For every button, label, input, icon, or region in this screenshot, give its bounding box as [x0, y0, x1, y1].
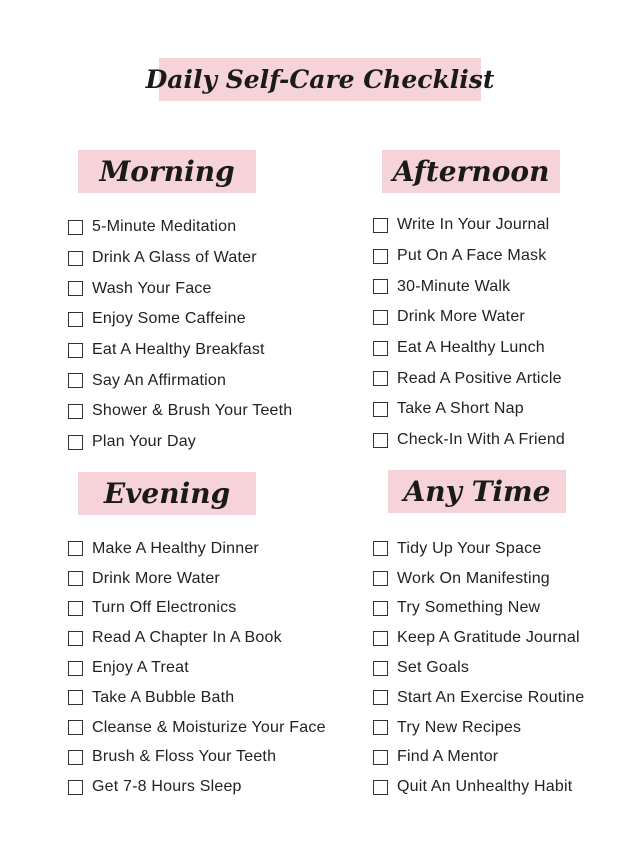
anytime-checklist-item[interactable] [373, 713, 584, 743]
evening-checklist-item[interactable] [68, 594, 326, 624]
checklist-item-label: Enjoy Some Caffeine [92, 310, 246, 328]
checklist-item-label: Try Something New [397, 599, 541, 617]
checklist-item-label: Shower & Brush Your Teeth [92, 402, 293, 420]
morning-checklist [68, 212, 292, 458]
checkbox[interactable] [373, 402, 388, 417]
checkbox[interactable] [68, 571, 83, 586]
checklist-item-label: Read A Positive Article [397, 369, 562, 387]
checklist-item-label: Read A Chapter In A Book [92, 629, 282, 647]
checklist-item-label: Tidy Up Your Space [397, 539, 542, 557]
checkbox[interactable] [373, 780, 388, 795]
checkbox[interactable] [373, 433, 388, 448]
checklist-item-label: Try New Recipes [397, 718, 522, 736]
checkbox[interactable] [68, 631, 83, 646]
checkbox[interactable] [373, 279, 388, 294]
checkbox[interactable] [373, 249, 388, 264]
checkbox[interactable] [373, 631, 388, 646]
morning-heading-banner [78, 150, 256, 193]
checkbox[interactable] [68, 373, 83, 388]
morning-checklist-item[interactable] [68, 427, 292, 458]
checkbox[interactable] [68, 780, 83, 795]
checkbox[interactable] [68, 251, 83, 266]
morning-checklist-item[interactable] [68, 396, 292, 427]
checkbox[interactable] [68, 541, 83, 556]
checkbox[interactable] [68, 343, 83, 358]
checkbox[interactable] [373, 690, 388, 705]
evening-checklist-item[interactable] [68, 534, 326, 564]
checklist-item-label: Eat A Healthy Lunch [397, 339, 545, 357]
evening-checklist-item[interactable] [68, 564, 326, 594]
evening-heading-banner [78, 472, 256, 515]
anytime-checklist-item[interactable] [373, 683, 584, 713]
checklist-item-label: Drink A Glass of Water [92, 249, 257, 267]
checkbox[interactable] [373, 310, 388, 325]
checklist-item-label: Find A Mentor [397, 748, 499, 766]
checkbox[interactable] [373, 341, 388, 356]
afternoon-checklist [373, 210, 565, 456]
afternoon-checklist-item[interactable] [373, 241, 565, 272]
anytime-checklist-item[interactable] [373, 564, 584, 594]
checkbox[interactable] [68, 435, 83, 450]
checkbox[interactable] [68, 220, 83, 235]
checklist-item-label: Enjoy A Treat [92, 659, 189, 677]
anytime-heading: Any Time [403, 475, 551, 508]
morning-checklist-item[interactable] [68, 243, 292, 274]
afternoon-checklist-item[interactable] [373, 271, 565, 302]
morning-checklist-item[interactable] [68, 365, 292, 396]
checkbox[interactable] [373, 541, 388, 556]
evening-checklist-item[interactable] [68, 623, 326, 653]
checklist-item-label: Check-In With A Friend [397, 431, 566, 449]
checkbox[interactable] [373, 218, 388, 233]
afternoon-checklist-item[interactable] [373, 333, 565, 364]
checkbox[interactable] [373, 571, 388, 586]
checklist-item-label: Cleanse & Moisturize Your Face [92, 718, 326, 736]
morning-heading: Morning [99, 155, 235, 188]
anytime-checklist-item[interactable] [373, 653, 584, 683]
checkbox[interactable] [373, 371, 388, 386]
evening-checklist-item[interactable] [68, 713, 326, 743]
afternoon-checklist-item[interactable] [373, 425, 565, 456]
afternoon-heading: Afternoon [392, 155, 550, 188]
checklist-item-label: Take A Short Nap [397, 400, 524, 418]
evening-checklist-item[interactable] [68, 743, 326, 773]
morning-checklist-item[interactable] [68, 273, 292, 304]
checklist-item-label: Write In Your Journal [397, 216, 550, 234]
anytime-checklist-item[interactable] [373, 743, 584, 773]
checkbox[interactable] [373, 750, 388, 765]
checkbox[interactable] [68, 312, 83, 327]
checkbox[interactable] [68, 720, 83, 735]
checkbox[interactable] [68, 281, 83, 296]
checkbox[interactable] [373, 601, 388, 616]
afternoon-checklist-item[interactable] [373, 394, 565, 425]
checklist-item-label: 5-Minute Meditation [92, 218, 237, 236]
checklist-item-label: Get 7-8 Hours Sleep [92, 778, 242, 796]
title-banner [145, 58, 495, 101]
checklist-item-label: Keep A Gratitude Journal [397, 629, 580, 647]
checklist-item-label: Turn Off Electronics [92, 599, 237, 617]
checklist-item-label: Work On Manifesting [397, 569, 550, 587]
checkbox[interactable] [68, 750, 83, 765]
checkbox[interactable] [68, 601, 83, 616]
checklist-item-label: Set Goals [397, 659, 470, 677]
checklist-item-label: 30-Minute Walk [397, 277, 511, 295]
checklist-item-label: Quit An Unhealthy Habit [397, 778, 573, 796]
afternoon-checklist-item[interactable] [373, 363, 565, 394]
checklist-item-label: Make A Healthy Dinner [92, 539, 259, 557]
morning-checklist-item[interactable] [68, 212, 292, 243]
checklist-item-label: Take A Bubble Bath [92, 688, 235, 706]
anytime-checklist [373, 534, 584, 802]
evening-checklist-item[interactable] [68, 683, 326, 713]
checklist-item-label: Eat A Healthy Breakfast [92, 341, 265, 359]
checkbox[interactable] [373, 661, 388, 676]
checklist-item-label: Drink More Water [397, 308, 525, 326]
afternoon-checklist-item[interactable] [373, 302, 565, 333]
afternoon-heading-banner [382, 150, 560, 193]
evening-checklist-item[interactable] [68, 772, 326, 802]
evening-checklist [68, 534, 326, 802]
checkbox[interactable] [68, 404, 83, 419]
checkbox[interactable] [68, 661, 83, 676]
afternoon-checklist-item[interactable] [373, 210, 565, 241]
anytime-checklist-item[interactable] [373, 623, 584, 653]
checklist-item-label: Plan Your Day [92, 433, 197, 451]
checkbox[interactable] [68, 690, 83, 705]
checkbox[interactable] [373, 720, 388, 735]
anytime-checklist-item[interactable] [373, 772, 584, 802]
anytime-checklist-item[interactable] [373, 534, 584, 564]
anytime-heading-banner [388, 470, 566, 513]
checklist-item-label: Start An Exercise Routine [397, 688, 585, 706]
evening-heading: Evening [103, 477, 231, 510]
morning-checklist-item[interactable] [68, 304, 292, 335]
checklist-item-label: Brush & Floss Your Teeth [92, 748, 277, 766]
checklist-item-label: Say An Affirmation [92, 371, 227, 389]
checklist-item-label: Put On A Face Mask [397, 247, 547, 265]
checklist-item-label: Wash Your Face [92, 279, 212, 297]
morning-checklist-item[interactable] [68, 335, 292, 366]
page-title: Daily Self-Care Checklist [145, 65, 495, 94]
evening-checklist-item[interactable] [68, 653, 326, 683]
anytime-checklist-item[interactable] [373, 594, 584, 624]
checklist-item-label: Drink More Water [92, 569, 220, 587]
